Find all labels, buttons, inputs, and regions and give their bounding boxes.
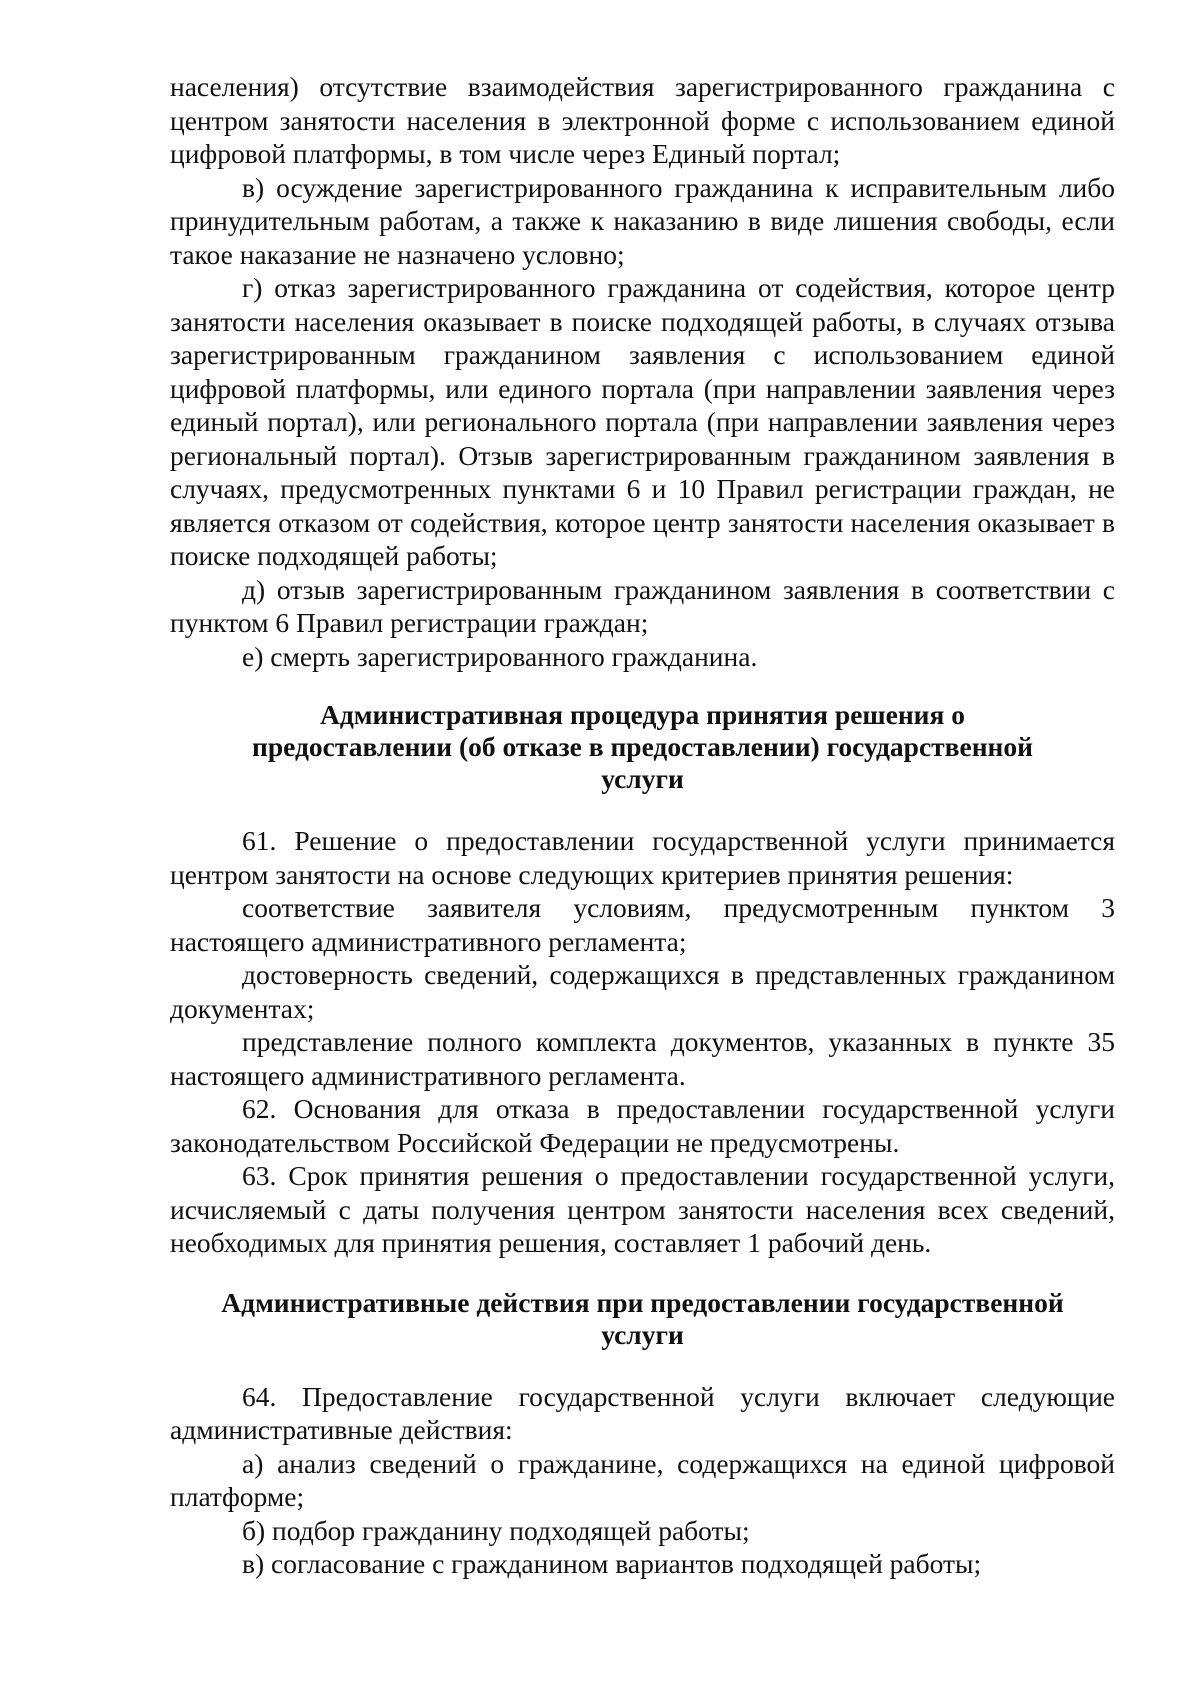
section-heading-decision-procedure: Административная процедура принятия решения о предоставлении (об отказе в предоставлении) государственной услуги xyxy=(252,699,1033,794)
section-heading-administrative-actions: Административные действия при предоставлении государственной услуги xyxy=(221,1286,1064,1350)
paragraph-continuation: населения) отсутствие взаимодействия зарегистрированного гражданина с центром занятости населения в электронной форме с использованием единой цифровой платформы, в том числе через Единый портал; xyxy=(170,71,1115,169)
paragraph-item-d-withdrawal: д) отзыв зарегистрированным гражданином заявления в соответствии с пунктом 6 Правил регистрации граждан; xyxy=(170,573,1115,638)
paragraph-61-criterion-completeness: представление полного комплекта документов, указанных в пункте 35 настоящего административного регламента. xyxy=(170,1026,1115,1091)
paragraph-64-item-v: в) согласование с гражданином вариантов подходящей работы; xyxy=(242,1548,982,1579)
paragraph-61-criterion-conformity: соответствие заявителя условиям, предусмотренным пунктом 3 настоящего административного регламента; xyxy=(170,892,1115,957)
paragraph-64-item-a: а) анализ сведений о гражданине, содержащихся на единой цифровой платформе; xyxy=(170,1447,1115,1512)
paragraph-61: 61. Решение о предоставлении государственной услуги принимается центром занятости на основе следующих критериев принятия решения: xyxy=(170,825,1115,890)
paragraph-64-item-b: б) подбор гражданину подходящей работы; xyxy=(242,1514,750,1546)
paragraph-item-v-conviction: в) осуждение зарегистрированного гражданина к исправительным либо принудительным работам, а также к наказанию в виде лишения свободы, если такое наказание не назначено условно; xyxy=(170,171,1115,270)
paragraph-item-e-death: е) смерть зарегистрированного гражданина. xyxy=(242,640,758,672)
paragraph-63: 63. Срок принятия решения о предоставлении государственной услуги, исчисляемый с даты получения центром занятости населения всех сведений, необходимых для принятия решения, составляет 1 рабочий день. xyxy=(170,1160,1115,1258)
paragraph-64: 64. Предоставление государственной услуги включает следующие административные действия: xyxy=(170,1380,1115,1445)
paragraph-61-criterion-reliability: достоверность сведений, содержащихся в представленных гражданином документах; xyxy=(170,959,1115,1024)
paragraph-62: 62. Основания для отказа в предоставлении государственной услуги законодательством Российской Федерации не предусмотрены. xyxy=(170,1093,1115,1158)
document-page xyxy=(170,70,1115,1581)
paragraph-item-g-refusal: г) отказ зарегистрированного гражданина от содействия, которое центр занятости населения оказывает в поиске подходящей работы, в случаях отзыва зарегистрированным гражданином заявления с использованием единой цифровой платформы, или единого портала (при направлении заявления через единый портал), или регионального портала (при направлении заявления через региональный портал). Отзыв зарегистрированным гражданином заявления в случаях, предусмотренных пунктами 6 и 10 Правил регистрации граждан, не является отказом от содействия, которое центр занятости населения оказывает в поиске подходящей работы; xyxy=(170,272,1115,571)
